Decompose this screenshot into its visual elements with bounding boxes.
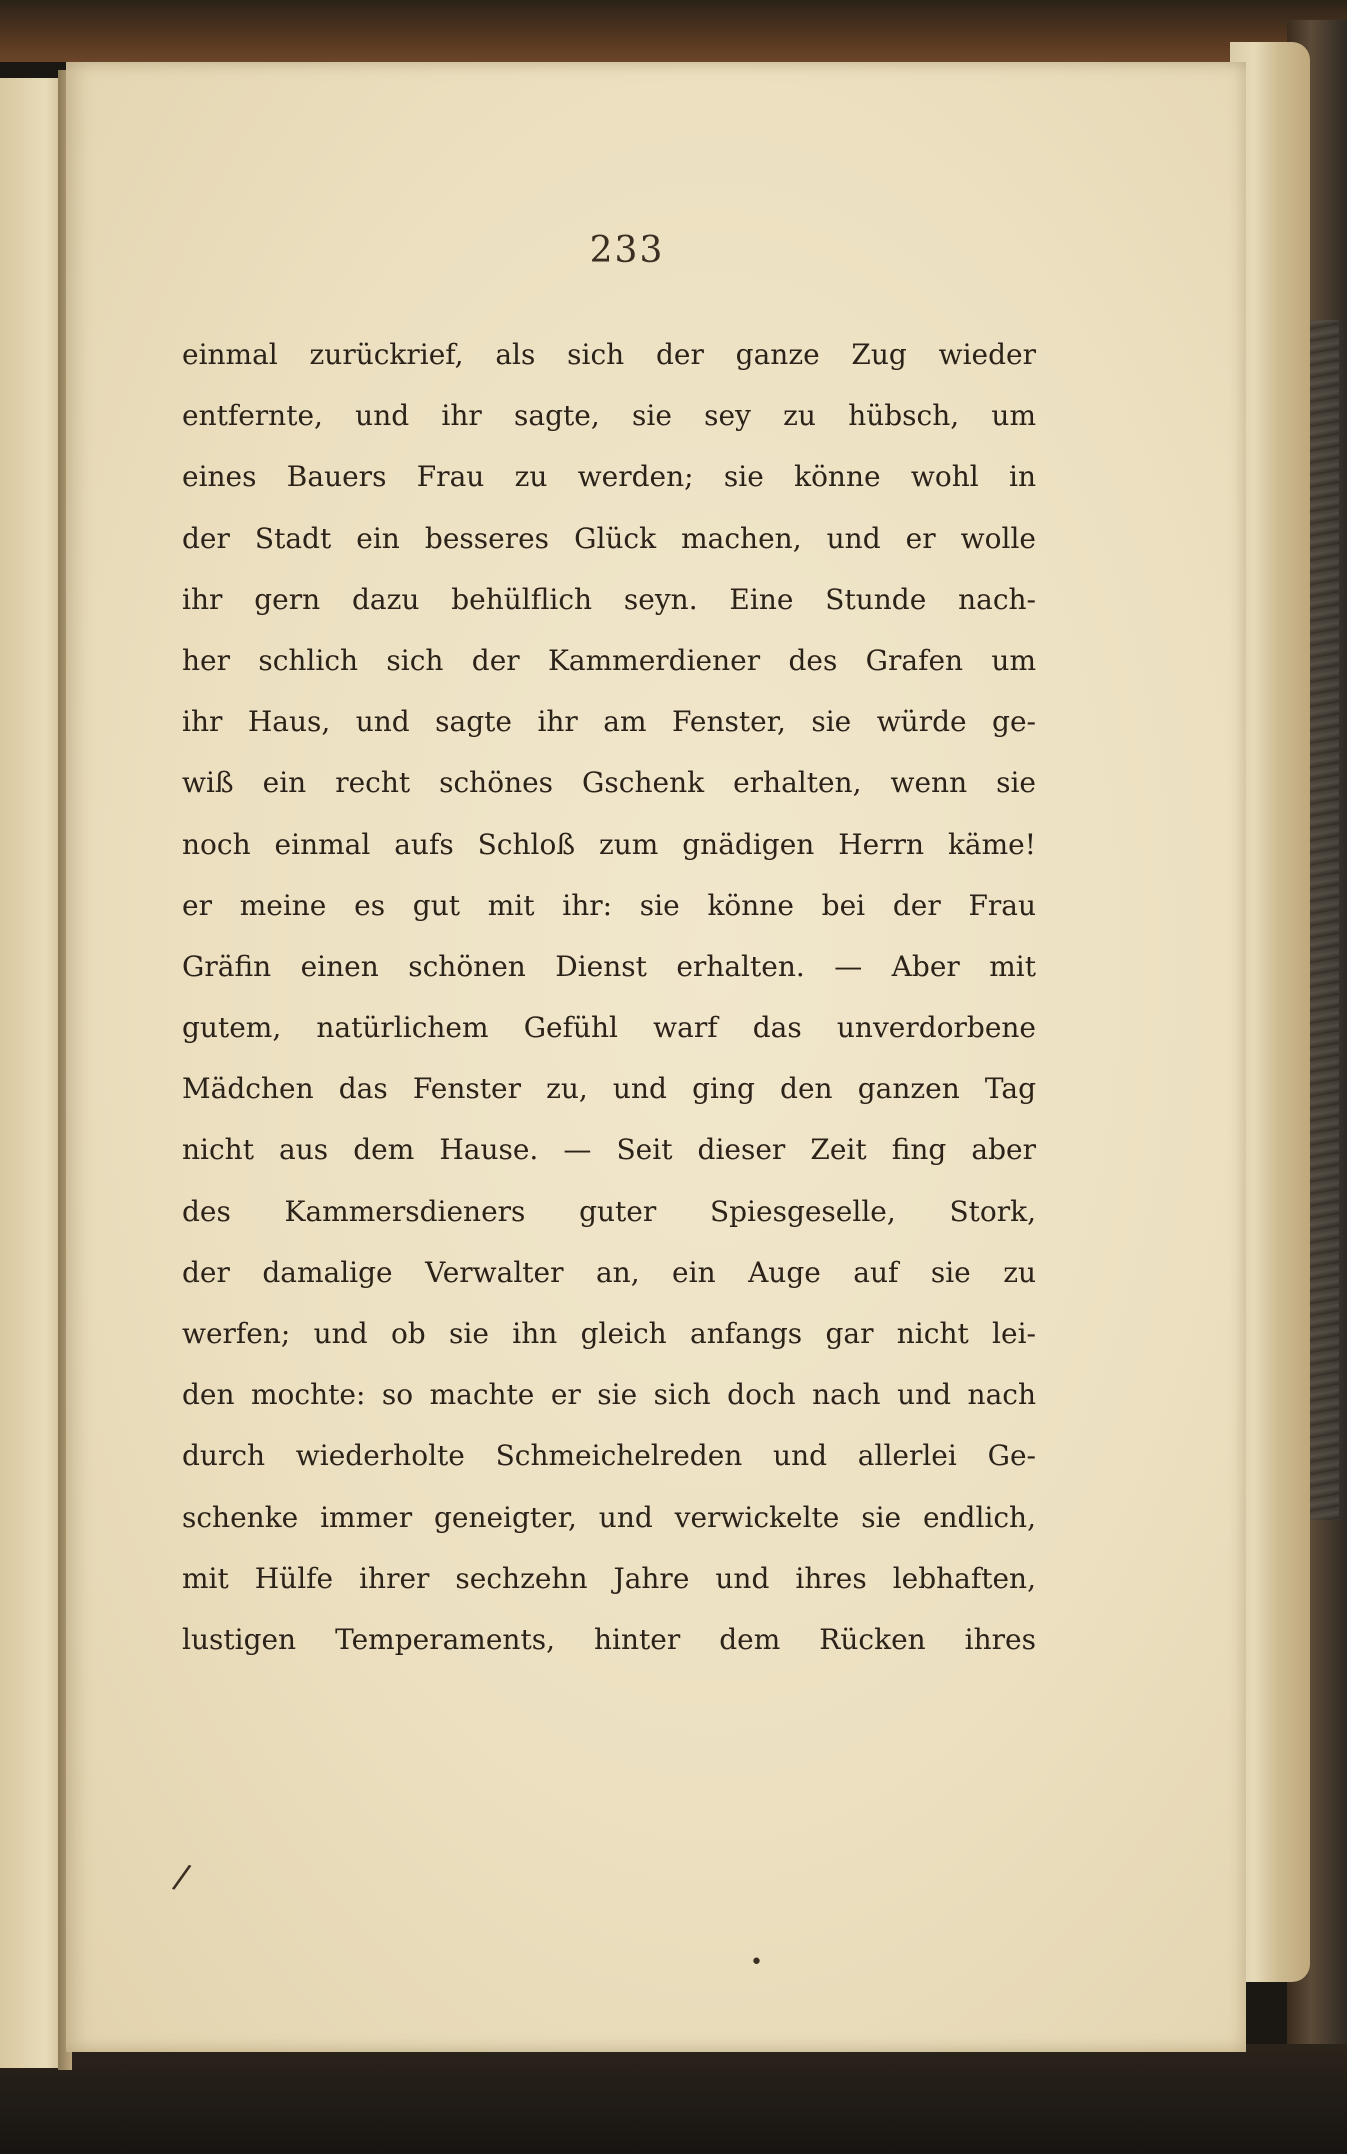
text-line: Gräfin einen schönen Dienst erhalten. — Aber mit	[182, 949, 1036, 983]
text-line: eines Bauers Frau zu werden; sie könne wohl in	[182, 460, 1036, 494]
text-line: des Kammersdieners guter Spiesgeselle, Stork,	[182, 1194, 1036, 1228]
text-line: entfernte, und ihr sagte, sie sey zu hübsch, um	[182, 399, 1036, 433]
text-line: er meine es gut mit ihr: sie könne bei der Frau	[182, 888, 1036, 922]
text-line: ihr Haus, und sagte ihr am Fenster, sie würde ge-	[182, 705, 1036, 739]
body-text	[182, 324, 1036, 1670]
text-line: schenke immer geneigter, und verwickelte sie endlich,	[182, 1500, 1036, 1534]
book-cover-bottom	[0, 2044, 1347, 2154]
text-line: den mochte: so machte er sie sich doch nach und nach	[182, 1378, 1036, 1412]
text-line: durch wiederholte Schmeichelreden und allerlei Ge-	[182, 1439, 1036, 1473]
page-number: 233	[589, 230, 665, 271]
text-line: werfen; und ob sie ihn gleich anfangs gar nicht lei-	[182, 1317, 1036, 1350]
text-line: Mädchen das Fenster zu, und ging den ganzen Tag	[182, 1072, 1036, 1106]
text-line: noch einmal aufs Schloß zum gnädigen Herrn käme!	[182, 827, 1036, 861]
text-line: gutem, natürlichem Gefühl warf das unverdorbene	[182, 1011, 1036, 1045]
facing-page	[0, 78, 66, 2068]
text-line: wiß ein recht schönes Gschenk erhalten, wenn sie	[182, 766, 1036, 800]
book-cover-top	[0, 0, 1347, 62]
text-line: her schlich sich der Kammerdiener des Grafen um	[182, 643, 1036, 677]
text-line: einmal zurückrief, als sich der ganze Zug wieder	[182, 338, 1036, 371]
text-line: der Stadt ein besseres Glück machen, und er wolle	[182, 521, 1036, 555]
text-line: mit Hülfe ihrer sechzehn Jahre und ihres lebhaften,	[182, 1561, 1036, 1595]
book-page	[66, 62, 1246, 2052]
text-line: nicht aus dem Hause. — Seit dieser Zeit fing aber	[182, 1133, 1036, 1167]
pencil-stroke-mark: /	[170, 1856, 194, 1898]
text-line: ihr gern dazu behülflich seyn. Eine Stunde nach-	[182, 582, 1036, 616]
text-line: der damalige Verwalter an, ein Auge auf sie zu	[182, 1255, 1036, 1289]
ink-dot-mark: •	[750, 1950, 763, 1975]
text-line: lustigen Temperaments, hinter dem Rücken ihres	[182, 1622, 1036, 1656]
